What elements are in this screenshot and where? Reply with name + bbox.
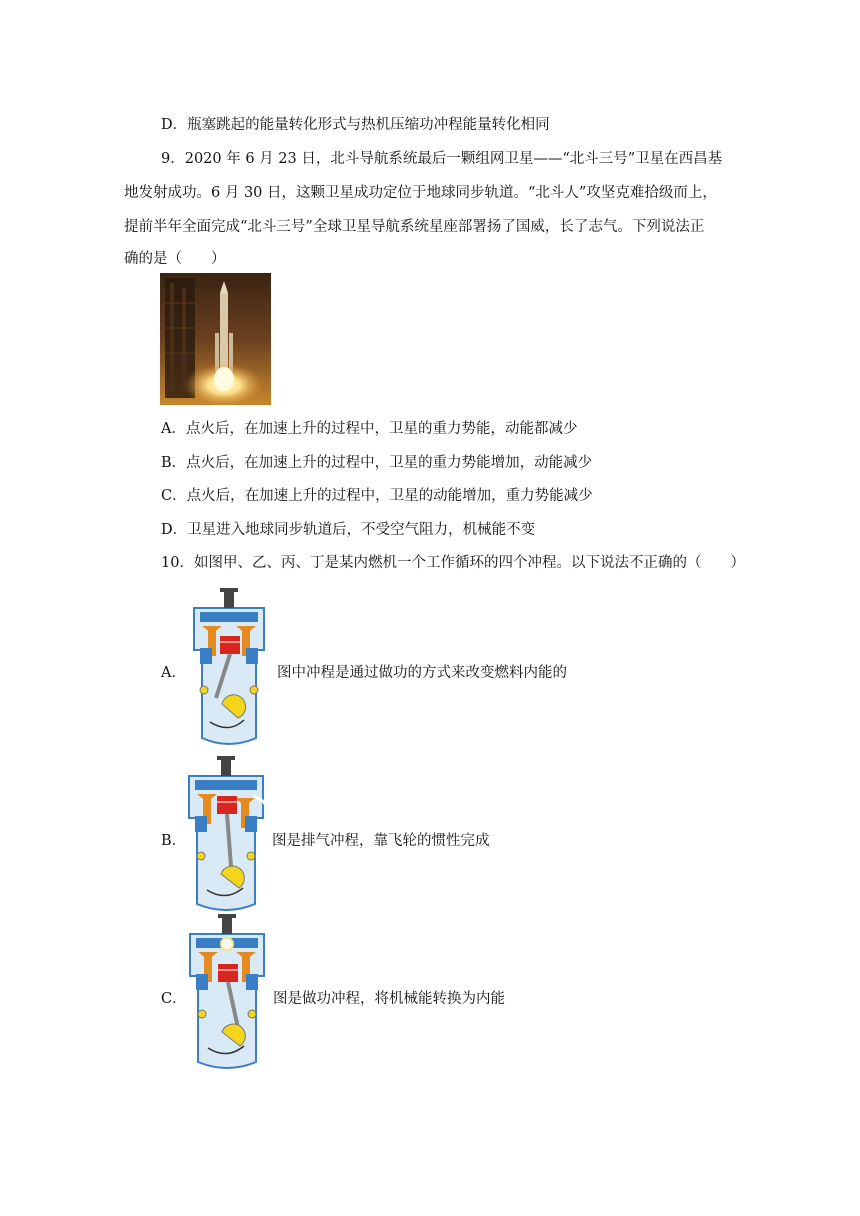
q9-option-b: B．点火后，在加速上升的过程中，卫星的重力势能增加，动能减少 xyxy=(161,455,593,471)
q10-option-a-text: 图中冲程是通过做功的方式来改变燃料内能的 xyxy=(277,665,567,681)
engine-diagram-c xyxy=(182,914,272,1070)
engine-diagram-b xyxy=(181,756,271,912)
engine-diagram-a xyxy=(186,588,272,746)
q9-stem-line-4: 确的是（ ） xyxy=(124,251,226,267)
q8-option-d: D．瓶塞跳起的能量转化形式与热机压缩功冲程能量转化相同 xyxy=(161,117,550,133)
q10-option-c-text: 图是做功冲程，将机械能转换为内能 xyxy=(273,991,505,1007)
q9-option-d: D．卫星进入地球同步轨道后，不受空气阻力，机械能不变 xyxy=(161,522,536,538)
q10-option-a-letter: A． xyxy=(161,665,186,681)
q9-option-a: A．点火后，在加速上升的过程中，卫星的重力势能，动能都减少 xyxy=(161,421,578,437)
rocket-launch-photo xyxy=(160,273,271,405)
q9-stem-line-3: 提前半年全面完成“北斗三号”全球卫星导航系统星座部署扬了国威，长了志气。下列说法正 xyxy=(124,219,705,235)
q10-option-b-text: 图是排气冲程，靠飞轮的惯性完成 xyxy=(272,833,490,849)
q10-stem: 10．如图甲、乙、丙、丁是某内燃机一个工作循环的四个冲程。以下说法不正确的（ ） xyxy=(161,555,745,571)
q10-option-c-letter: C． xyxy=(161,991,187,1007)
q9-stem-line-2: 地发射成功。6 月 30 日，这颗卫星成功定位于地球同步轨道。“北斗人”攻坚克难拾级而上， xyxy=(124,185,717,201)
q9-option-c: C．点火后，在加速上升的过程中，卫星的动能增加，重力势能减少 xyxy=(161,488,593,504)
q9-stem-line-1: 9．2020 年 6 月 23 日，北斗导航系统最后一颗组网卫星——“北斗三号”卫星在西昌基 xyxy=(161,151,723,167)
q10-option-b-letter: B． xyxy=(161,833,187,849)
